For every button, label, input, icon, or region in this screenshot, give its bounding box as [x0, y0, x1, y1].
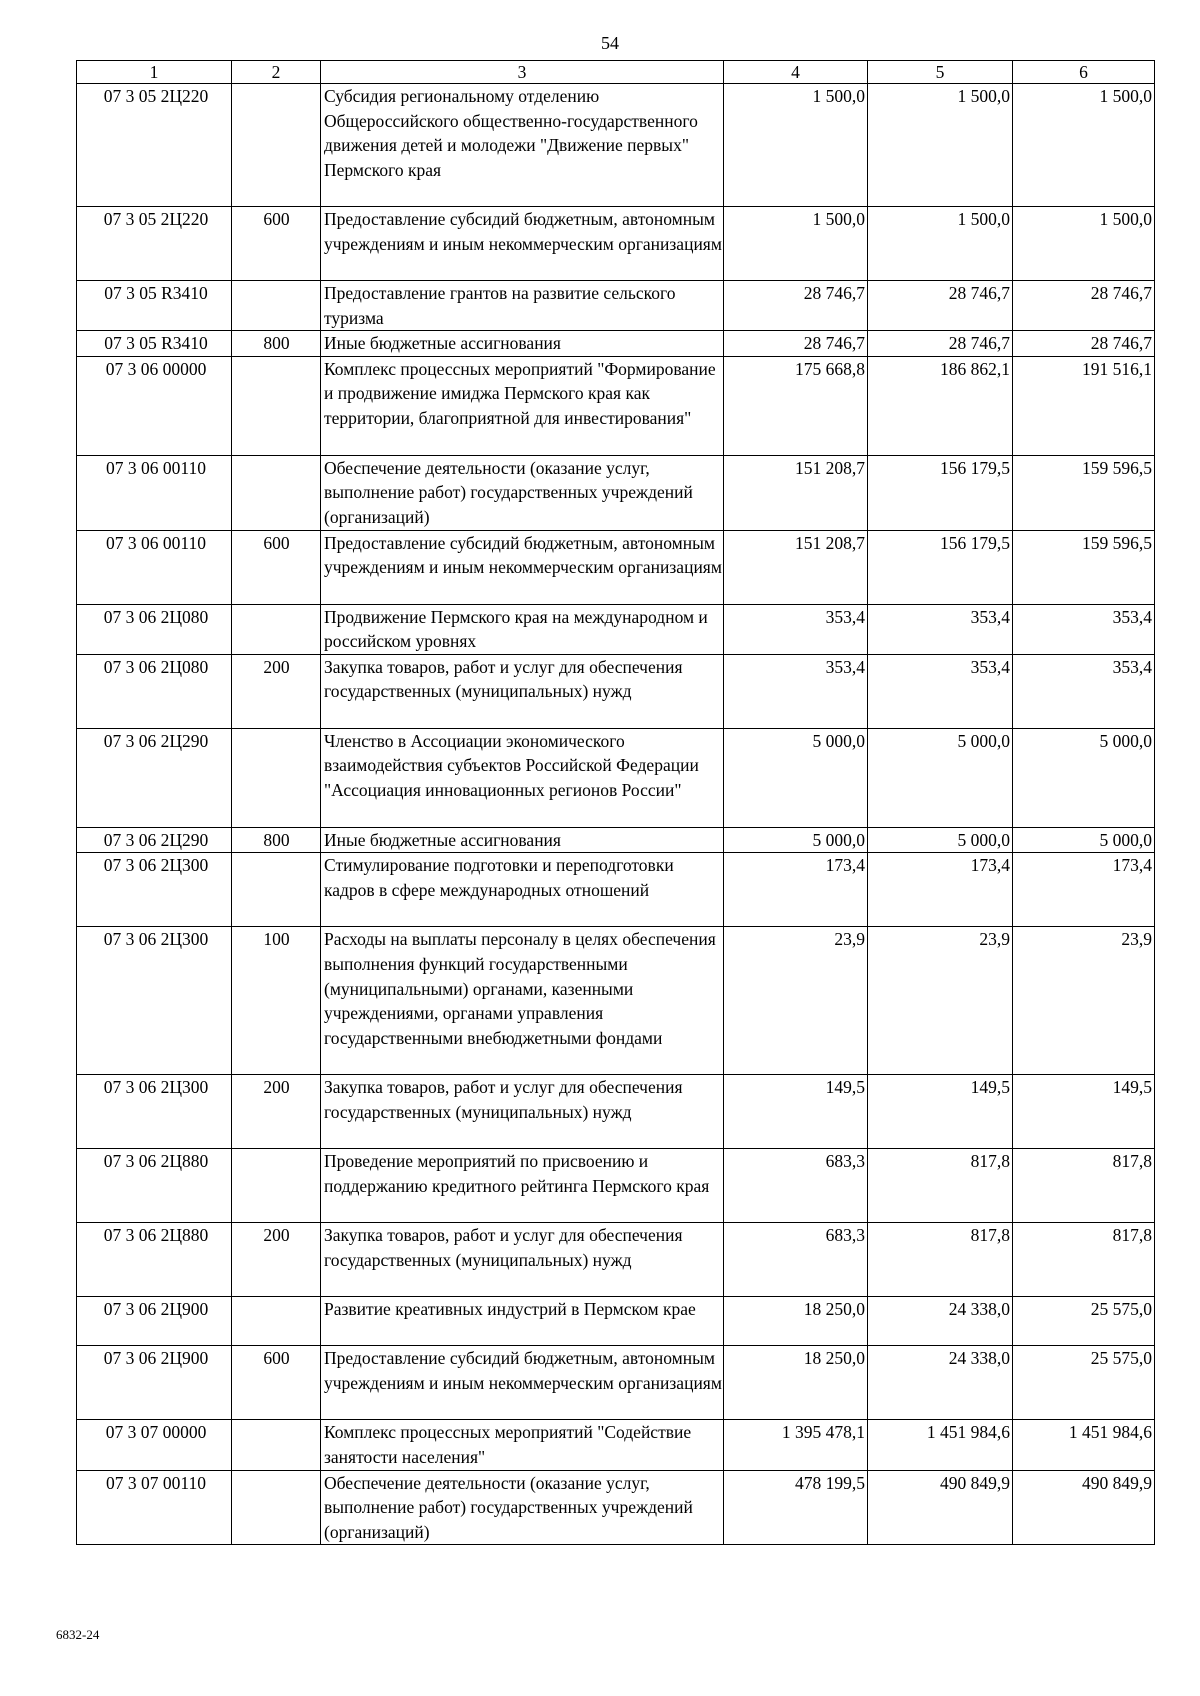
table-row [77, 1470, 1155, 1545]
row-code: 07 3 06 2Ц900 [77, 1346, 232, 1420]
row-value-col5: 353,4 [868, 604, 1013, 654]
table-row [77, 1223, 1155, 1297]
row-value-col4: 18 250,0 [724, 1297, 868, 1346]
row-description: Предоставление субсидий бюджетным, автономным учреждениям и иным некоммерческим организациям [321, 1346, 724, 1420]
row-code: 07 3 06 2Ц900 [77, 1297, 232, 1346]
row-value-col6: 817,8 [1013, 1149, 1155, 1223]
row-expense-type: 200 [232, 654, 321, 728]
row-value-col4: 5 000,0 [724, 827, 868, 853]
row-value-col6: 5 000,0 [1013, 827, 1155, 853]
row-value-col6: 23,9 [1013, 927, 1155, 1075]
row-expense-type [232, 455, 321, 530]
table-body [77, 84, 1155, 1545]
row-code: 07 3 07 00110 [77, 1470, 232, 1545]
row-value-col5: 156 179,5 [868, 530, 1013, 604]
row-value-col6: 1 500,0 [1013, 207, 1155, 281]
row-description: Обеспечение деятельности (оказание услуг, выполнение работ) государственных учреждений (организаций) [321, 1470, 724, 1545]
row-code: 07 3 06 2Ц300 [77, 927, 232, 1075]
row-expense-type [232, 1149, 321, 1223]
row-code: 07 3 06 2Ц080 [77, 604, 232, 654]
table-row [77, 530, 1155, 604]
row-description: Продвижение Пермского края на международном и российском уровнях [321, 604, 724, 654]
row-value-col4: 683,3 [724, 1149, 868, 1223]
row-code: 07 3 06 00110 [77, 455, 232, 530]
row-description: Иные бюджетные ассигнования [321, 331, 724, 357]
table-row [77, 1149, 1155, 1223]
row-code: 07 3 06 2Ц290 [77, 728, 232, 827]
row-description: Субсидия региональному отделению Общероссийского общественно-государственного движения детей и молодежи "Движение первых" Пермского края [321, 84, 724, 207]
col-header-5: 5 [868, 61, 1013, 84]
row-value-col4: 151 208,7 [724, 530, 868, 604]
row-value-col5: 5 000,0 [868, 728, 1013, 827]
row-value-col6: 1 500,0 [1013, 84, 1155, 207]
table-row [77, 654, 1155, 728]
row-expense-type: 100 [232, 927, 321, 1075]
budget-table [76, 60, 1155, 1545]
row-value-col4: 28 746,7 [724, 331, 868, 357]
row-value-col5: 24 338,0 [868, 1346, 1013, 1420]
table-row [77, 1075, 1155, 1149]
row-value-col4: 173,4 [724, 853, 868, 927]
row-value-col6: 173,4 [1013, 853, 1155, 927]
row-code: 07 3 07 00000 [77, 1420, 232, 1470]
row-value-col6: 159 596,5 [1013, 455, 1155, 530]
row-value-col5: 186 862,1 [868, 356, 1013, 455]
row-description: Закупка товаров, работ и услуг для обеспечения государственных (муниципальных) нужд [321, 1075, 724, 1149]
row-value-col4: 353,4 [724, 654, 868, 728]
table-row [77, 1346, 1155, 1420]
row-value-col5: 1 451 984,6 [868, 1420, 1013, 1470]
row-value-col6: 28 746,7 [1013, 281, 1155, 331]
table-row [77, 455, 1155, 530]
row-value-col6: 490 849,9 [1013, 1470, 1155, 1545]
row-value-col5: 149,5 [868, 1075, 1013, 1149]
row-value-col5: 817,8 [868, 1149, 1013, 1223]
table-row [77, 331, 1155, 357]
row-value-col5: 23,9 [868, 927, 1013, 1075]
row-code: 07 3 06 00000 [77, 356, 232, 455]
row-value-col4: 149,5 [724, 1075, 868, 1149]
row-expense-type [232, 281, 321, 331]
row-value-col4: 151 208,7 [724, 455, 868, 530]
row-code: 07 3 05 R3410 [77, 331, 232, 357]
row-value-col6: 28 746,7 [1013, 331, 1155, 357]
row-value-col6: 149,5 [1013, 1075, 1155, 1149]
row-expense-type [232, 1470, 321, 1545]
table-row [77, 927, 1155, 1075]
col-header-3: 3 [321, 61, 724, 84]
row-expense-type [232, 1297, 321, 1346]
table-row [77, 853, 1155, 927]
row-expense-type: 600 [232, 530, 321, 604]
table-row [77, 356, 1155, 455]
table-row [77, 1297, 1155, 1346]
row-value-col5: 28 746,7 [868, 281, 1013, 331]
table-row [77, 728, 1155, 827]
row-value-col6: 817,8 [1013, 1223, 1155, 1297]
row-expense-type: 600 [232, 1346, 321, 1420]
document-code: 6832-24 [56, 1627, 100, 1642]
row-value-col4: 478 199,5 [724, 1470, 868, 1545]
row-description: Закупка товаров, работ и услуг для обеспечения государственных (муниципальных) нужд [321, 1223, 724, 1297]
row-value-col4: 353,4 [724, 604, 868, 654]
row-value-col6: 159 596,5 [1013, 530, 1155, 604]
row-value-col6: 5 000,0 [1013, 728, 1155, 827]
col-header-4: 4 [724, 61, 868, 84]
table-row [77, 1420, 1155, 1470]
row-value-col6: 353,4 [1013, 604, 1155, 654]
row-description: Развитие креативных индустрий в Пермском крае [321, 1297, 724, 1346]
row-description: Стимулирование подготовки и переподготовки кадров в сфере международных отношений [321, 853, 724, 927]
row-code: 07 3 06 2Ц080 [77, 654, 232, 728]
row-code: 07 3 05 R3410 [77, 281, 232, 331]
row-expense-type: 800 [232, 827, 321, 853]
row-code: 07 3 05 2Ц220 [77, 84, 232, 207]
row-value-col4: 1 500,0 [724, 207, 868, 281]
row-expense-type: 200 [232, 1075, 321, 1149]
row-description: Иные бюджетные ассигнования [321, 827, 724, 853]
row-description: Комплекс процессных мероприятий "Формирование и продвижение имиджа Пермского края как территории, благоприятной для инвестирования" [321, 356, 724, 455]
row-value-col5: 1 500,0 [868, 207, 1013, 281]
row-value-col6: 25 575,0 [1013, 1346, 1155, 1420]
row-value-col4: 18 250,0 [724, 1346, 868, 1420]
row-value-col4: 28 746,7 [724, 281, 868, 331]
row-value-col4: 23,9 [724, 927, 868, 1075]
row-code: 07 3 05 2Ц220 [77, 207, 232, 281]
row-value-col5: 24 338,0 [868, 1297, 1013, 1346]
row-expense-type [232, 84, 321, 207]
row-value-col6: 191 516,1 [1013, 356, 1155, 455]
table-row [77, 207, 1155, 281]
row-expense-type: 200 [232, 1223, 321, 1297]
row-value-col5: 173,4 [868, 853, 1013, 927]
row-value-col5: 1 500,0 [868, 84, 1013, 207]
row-description: Закупка товаров, работ и услуг для обеспечения государственных (муниципальных) нужд [321, 654, 724, 728]
header-row [77, 61, 1155, 84]
table-row [77, 84, 1155, 207]
row-description: Комплекс процессных мероприятий "Содействие занятости населения" [321, 1420, 724, 1470]
row-description: Проведение мероприятий по присвоению и поддержанию кредитного рейтинга Пермского края [321, 1149, 724, 1223]
row-value-col4: 5 000,0 [724, 728, 868, 827]
row-value-col4: 1 500,0 [724, 84, 868, 207]
col-header-1: 1 [77, 61, 232, 84]
row-expense-type: 800 [232, 331, 321, 357]
row-value-col5: 156 179,5 [868, 455, 1013, 530]
table-row [77, 281, 1155, 331]
row-expense-type [232, 604, 321, 654]
col-header-6: 6 [1013, 61, 1155, 84]
row-description: Предоставление грантов на развитие сельского туризма [321, 281, 724, 331]
row-description: Предоставление субсидий бюджетным, автономным учреждениям и иным некоммерческим организациям [321, 530, 724, 604]
row-value-col5: 353,4 [868, 654, 1013, 728]
row-code: 07 3 06 00110 [77, 530, 232, 604]
row-code: 07 3 06 2Ц300 [77, 1075, 232, 1149]
row-value-col6: 353,4 [1013, 654, 1155, 728]
row-expense-type: 600 [232, 207, 321, 281]
table-row [77, 827, 1155, 853]
row-code: 07 3 06 2Ц880 [77, 1149, 232, 1223]
row-value-col5: 490 849,9 [868, 1470, 1013, 1545]
row-value-col5: 817,8 [868, 1223, 1013, 1297]
row-value-col4: 175 668,8 [724, 356, 868, 455]
row-expense-type [232, 728, 321, 827]
row-expense-type [232, 853, 321, 927]
row-value-col4: 683,3 [724, 1223, 868, 1297]
row-value-col6: 25 575,0 [1013, 1297, 1155, 1346]
row-value-col5: 28 746,7 [868, 331, 1013, 357]
row-description: Расходы на выплаты персоналу в целях обеспечения выполнения функций государственными (муниципальными) органами, казенными учреждениями, органами управления государственными внебюджетными фондами [321, 927, 724, 1075]
row-description: Обеспечение деятельности (оказание услуг, выполнение работ) государственных учреждений (организаций) [321, 455, 724, 530]
page-number: 54 [601, 33, 619, 53]
row-value-col5: 5 000,0 [868, 827, 1013, 853]
row-value-col4: 1 395 478,1 [724, 1420, 868, 1470]
row-expense-type [232, 1420, 321, 1470]
row-code: 07 3 06 2Ц880 [77, 1223, 232, 1297]
table-row [77, 604, 1155, 654]
row-description: Членство в Ассоциации экономического взаимодействия субъектов Российской Федерации "Ассоциация инновационных регионов России" [321, 728, 724, 827]
row-value-col6: 1 451 984,6 [1013, 1420, 1155, 1470]
row-expense-type [232, 356, 321, 455]
col-header-2: 2 [232, 61, 321, 84]
row-code: 07 3 06 2Ц290 [77, 827, 232, 853]
row-code: 07 3 06 2Ц300 [77, 853, 232, 927]
row-description: Предоставление субсидий бюджетным, автономным учреждениям и иным некоммерческим организациям [321, 207, 724, 281]
